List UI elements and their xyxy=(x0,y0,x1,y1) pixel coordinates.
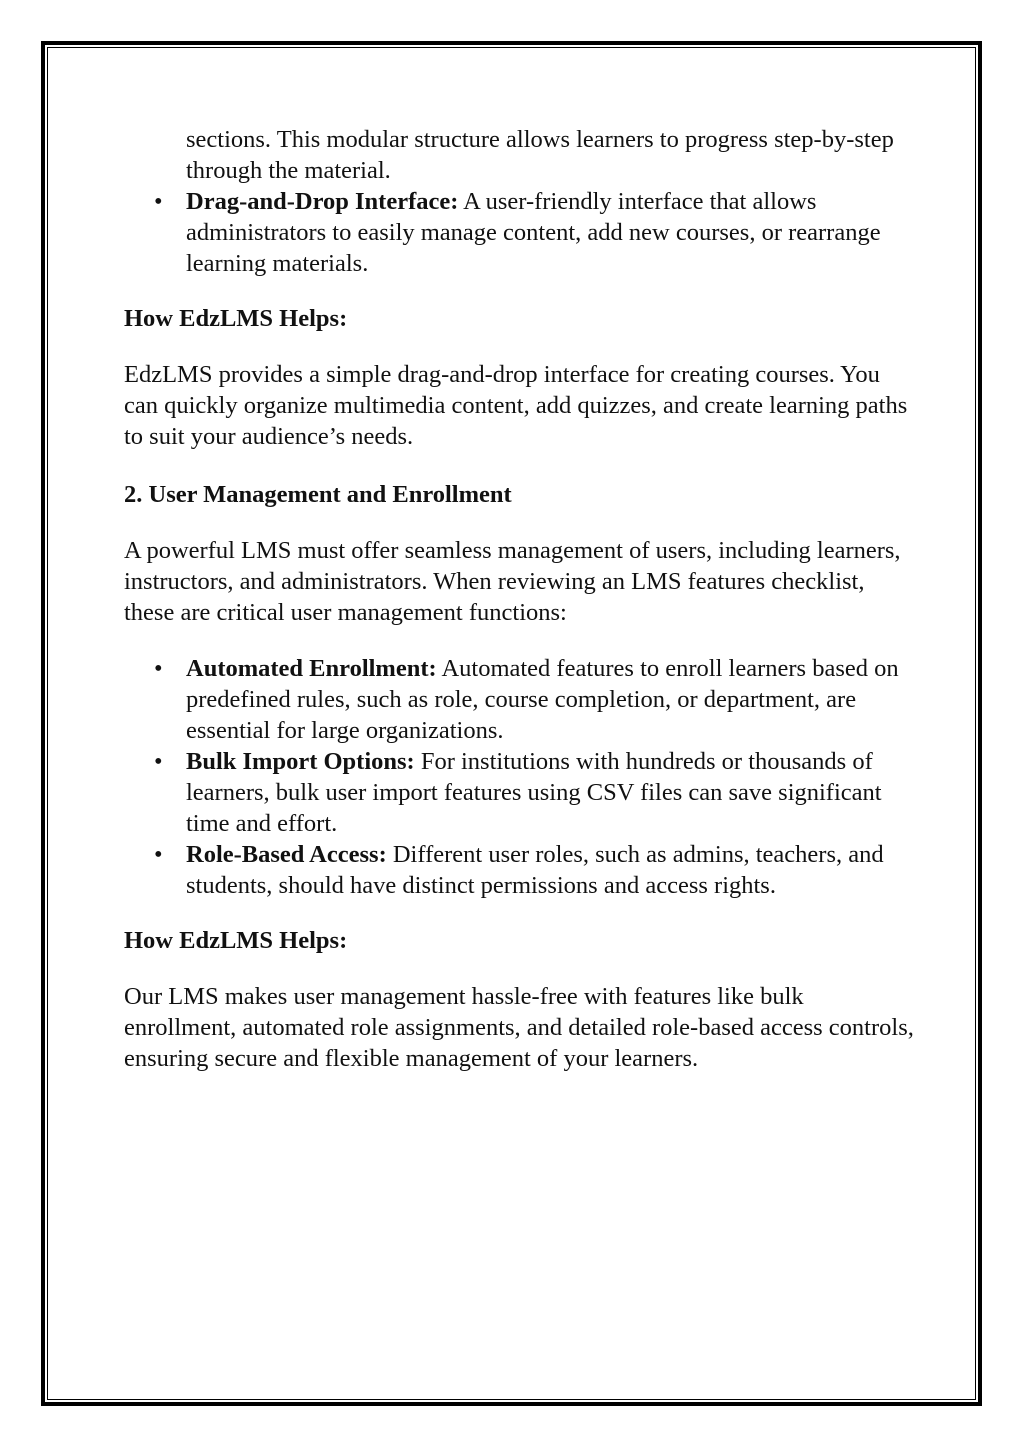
feature-list-1 xyxy=(124,186,914,279)
bullet-icon: • xyxy=(154,655,163,682)
list-item-term: Automated Enrollment: xyxy=(186,655,437,682)
help-paragraph-1: EdzLMS provides a simple drag-and-drop interface for creating courses. You can quickly organize multimedia content, add quizzes, and create learning paths to suit your audience’s needs. xyxy=(124,361,908,450)
feature-list-2 xyxy=(124,653,914,901)
list-item-term: Bulk Import Options: xyxy=(186,748,415,775)
help-heading-1: How EdzLMS Helps: xyxy=(124,305,348,332)
document-body xyxy=(124,124,914,1074)
section-heading-user-management: 2. User Management and Enrollment xyxy=(124,481,512,508)
list-item-term: Drag-and-Drop Interface: xyxy=(186,188,459,215)
bullet-icon: • xyxy=(154,841,163,868)
help-paragraph-2: Our LMS makes user management hassle-free with features like bulk enrollment, automated role assignments, and detailed role-based access controls, ensuring secure and flexible management of your learners. xyxy=(124,983,914,1072)
list-item-text: A user-friendly interface that allows administrators to easily manage content, add new courses, or rearrange learning materials. xyxy=(186,188,881,277)
list-item-text: Automated features to enroll learners based on predefined rules, such as role, course completion, or department, are essential for large organizations. xyxy=(186,655,899,744)
list-item-term: Role-Based Access: xyxy=(186,841,387,868)
list-item-automated-enrollment xyxy=(124,653,914,746)
section-intro-paragraph: A powerful LMS must offer seamless management of users, including learners, instructors, and administrators. When reviewing an LMS features checklist, these are critical user management functions: xyxy=(124,537,901,626)
help-heading-2: How EdzLMS Helps: xyxy=(124,927,348,954)
continued-list-text: sections. This modular structure allows learners to progress step-by-step through the material. xyxy=(186,126,894,184)
list-item-drag-and-drop xyxy=(124,186,914,279)
list-item-text: Different user roles, such as admins, teachers, and students, should have distinct permissions and access rights. xyxy=(186,841,884,899)
bullet-icon: • xyxy=(154,748,163,775)
list-item-text: For institutions with hundreds or thousands of learners, bulk user import features using CSV files can save significant time and effort. xyxy=(186,748,882,837)
bullet-icon: • xyxy=(154,188,163,215)
list-item-role-based-access xyxy=(124,839,914,901)
list-item-bulk-import xyxy=(124,746,914,839)
